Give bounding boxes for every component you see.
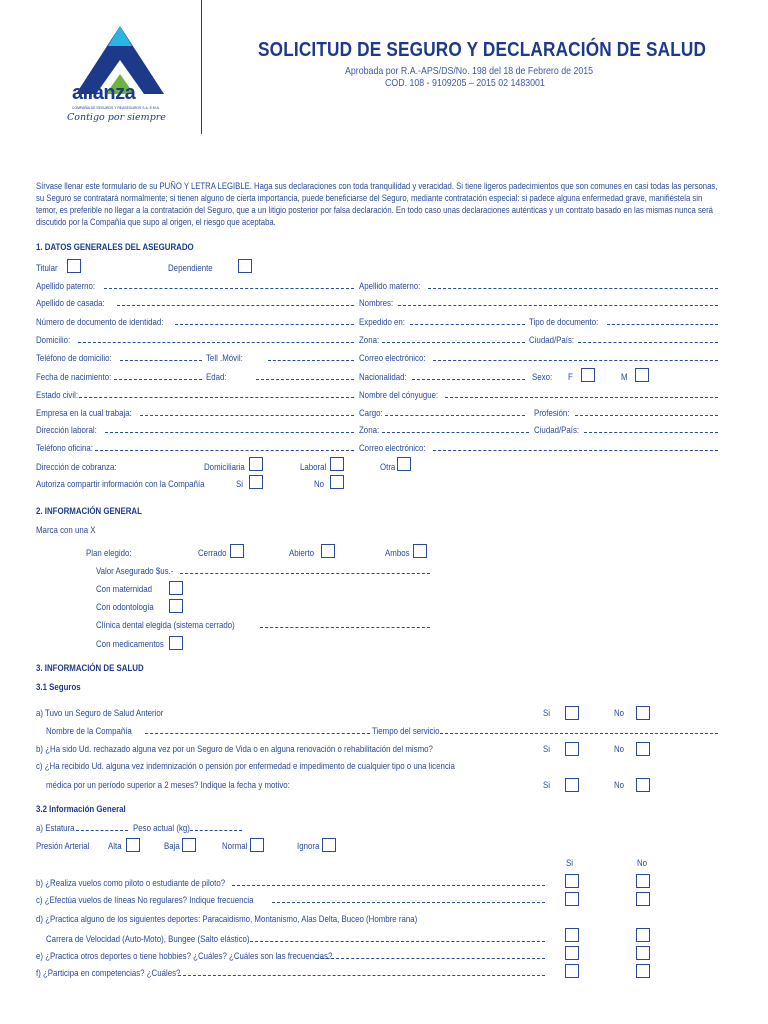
cargo-label: Cargo: <box>359 407 383 418</box>
qc-si-label: Si <box>543 779 551 790</box>
tipo-doc-field[interactable] <box>607 324 718 325</box>
estatura-field[interactable] <box>76 830 128 831</box>
qa-no-checkbox[interactable] <box>636 706 650 720</box>
autoriza-si-label: Si <box>236 478 244 489</box>
qb-si-checkbox[interactable] <box>565 742 579 756</box>
cargo-field[interactable] <box>385 415 525 416</box>
otra-checkbox[interactable] <box>397 457 411 471</box>
tiempo-servicio-label: Tiempo del servicio <box>372 725 440 736</box>
autoriza-no-label: No <box>314 478 325 489</box>
tiempo-servicio-field[interactable] <box>440 733 718 734</box>
baja-checkbox[interactable] <box>182 838 196 852</box>
q32e-field[interactable] <box>316 958 545 959</box>
alta-checkbox[interactable] <box>126 838 140 852</box>
apellido-casada-label: Apellido de casada: <box>36 297 105 308</box>
nacionalidad-field[interactable] <box>412 379 525 380</box>
tel-movil-label: Tell .Móvil: <box>206 352 243 363</box>
qc-line1: c) ¿Ha recibido Ud. alguna vez indemnización o pensión por enfermedad e impedimento de cualquier tipo o una licencia <box>36 760 455 771</box>
q32c-field[interactable] <box>272 902 545 903</box>
cerrado-label: Cerrado <box>198 547 227 558</box>
laboral-checkbox[interactable] <box>330 457 344 471</box>
plan-label: Plan elegido: <box>86 547 132 558</box>
qc-si-checkbox[interactable] <box>565 778 579 792</box>
empresa-label: Empresa en la cual trabaja: <box>36 407 132 418</box>
estado-civil-field[interactable] <box>79 397 354 398</box>
ignora-checkbox[interactable] <box>322 838 336 852</box>
odontologia-label: Con odontología <box>96 601 154 612</box>
apellido-paterno-label: Apellido paterno: <box>36 280 96 291</box>
zona-field[interactable] <box>382 342 525 343</box>
zona2-label: Zona: <box>359 424 380 435</box>
code-text: COD. 108 - 9109205 – 2015 02 1483001 <box>385 77 545 89</box>
sexo-f-label: F <box>568 371 573 382</box>
section1-title: 1. DATOS GENERALES DEL ASEGURADO <box>36 241 194 252</box>
correo-field[interactable] <box>433 360 718 361</box>
tel-domicilio-label: Teléfono de domicilio: <box>36 352 112 363</box>
abierto-checkbox[interactable] <box>321 544 335 558</box>
nacionalidad-label: Nacionalidad: <box>359 371 407 382</box>
tel-oficina-label: Teléfono oficina: <box>36 442 93 453</box>
autoriza-label: Autoriza compartir información con la Compañía <box>36 478 205 489</box>
q32d-no-checkbox[interactable] <box>636 928 650 942</box>
cerrado-checkbox[interactable] <box>230 544 244 558</box>
edad-label: Edad: <box>206 371 227 382</box>
q32d-field[interactable] <box>250 941 545 942</box>
q32b-label: b) ¿Realiza vuelos como piloto o estudiante de piloto? <box>36 877 226 888</box>
correo2-field[interactable] <box>433 450 718 451</box>
presion-label: Presión Arterial <box>36 840 90 851</box>
qb-label: b) ¿Ha sido Ud. rechazado alguna vez por un Seguro de Vida o en alguna renovación o rehabilitación del mismo? <box>36 743 433 754</box>
domicilio-label: Domicilio: <box>36 334 71 345</box>
q32b-field[interactable] <box>232 885 545 886</box>
peso-label: Peso actual (kg) <box>133 822 190 833</box>
normal-checkbox[interactable] <box>250 838 264 852</box>
maternidad-checkbox[interactable] <box>169 581 183 595</box>
nombres-label: Nombres: <box>359 297 394 308</box>
conyuge-field[interactable] <box>445 397 718 398</box>
dir-laboral-label: Dirección laboral: <box>36 424 97 435</box>
zona2-field[interactable] <box>382 432 529 433</box>
qb-si-label: Si <box>543 743 551 754</box>
autoriza-si-checkbox[interactable] <box>249 475 263 489</box>
nombre-compania-label: Nombre de la Compañía <box>46 725 132 736</box>
section32-title: 3.2 Información General <box>36 803 126 814</box>
normal-label: Normal <box>222 840 248 851</box>
clinica-field[interactable] <box>260 627 430 628</box>
q32f-no-checkbox[interactable] <box>636 964 650 978</box>
baja-label: Baja <box>164 840 180 851</box>
ambos-checkbox[interactable] <box>413 544 427 558</box>
edad-field[interactable] <box>256 379 354 380</box>
dependiente-label: Dependiente <box>168 262 213 273</box>
approval-text: Aprobada por R.A.-APS/DS/No. 198 del 18 de Febrero de 2015 <box>345 65 594 77</box>
apellido-materno-field[interactable] <box>428 288 718 289</box>
zona-label: Zona: <box>359 334 380 345</box>
profesion-field[interactable] <box>575 415 718 416</box>
num-doc-label: Número de documento de identidad: <box>36 316 164 327</box>
brand-slogan: Contigo por siempre <box>67 112 166 123</box>
medicamentos-checkbox[interactable] <box>169 636 183 650</box>
tipo-doc-label: Tipo de documento: <box>529 316 599 327</box>
qc-no-label: No <box>614 779 625 790</box>
company-logo <box>66 22 174 130</box>
ambos-label: Ambos <box>385 547 410 558</box>
num-doc-field[interactable] <box>175 324 354 325</box>
apellido-materno-label: Apellido materno: <box>359 280 421 291</box>
sexo-label: Sexo: <box>532 371 553 382</box>
autoriza-no-checkbox[interactable] <box>330 475 344 489</box>
qa-label: a) Tuvo un Seguro de Salud Anterior <box>36 707 164 718</box>
sexo-f-checkbox[interactable] <box>581 368 595 382</box>
intro-paragraph: Sírvase llenar este formulario de su PUÑO Y LETRA LEGIBLE. Haga sus declaraciones con toda tranquilidad y veracidad. Si tiene ligeros padecimientos que son comunes en casi todas las personas, su Seguro se contratará normalmente; si tienen alguno de cierta importancia, puede beneficiarse del Seguro, mediante contratación especial: si padece alguna enfermedad grave, manifiéstela sin temor, es preferible no llegar a la contratación del Seguro, que a un litigio posterior por falsa declaración. En todo caso unas declaraciones auténticas y un contrato basado en las mismas nunca será discutido por la Compañía que supo al origen, el riesgo que aceptaba. <box>36 181 718 227</box>
brand-name: alianza <box>72 82 136 104</box>
domiciliaria-label: Domiciliaria <box>204 461 245 472</box>
ciudad2-label: Ciudad/País: <box>534 424 580 435</box>
tel-movil-field[interactable] <box>268 360 354 361</box>
titular-checkbox[interactable] <box>67 259 81 273</box>
tel-oficina-field[interactable] <box>95 450 354 451</box>
estado-civil-label: Estado civil: <box>36 389 79 400</box>
valor-asegurado-field[interactable] <box>180 573 430 574</box>
nombres-field[interactable] <box>398 305 718 306</box>
alta-label: Alta <box>108 840 122 851</box>
qc-no-checkbox[interactable] <box>636 778 650 792</box>
marca-label: Marca con una X <box>36 524 96 535</box>
header-divider <box>201 0 202 134</box>
maternidad-label: Con maternidad <box>96 583 153 594</box>
q32f-field[interactable] <box>178 975 545 976</box>
expedido-field[interactable] <box>410 324 525 325</box>
apellido-casada-field[interactable] <box>117 305 354 306</box>
q32d-si-checkbox[interactable] <box>565 928 579 942</box>
valor-asegurado-label: Valor Asegurado $us.- <box>96 565 174 576</box>
correo2-label: Correo electrónico: <box>359 442 426 453</box>
qa-si-checkbox[interactable] <box>565 706 579 720</box>
fecha-nac-label: Fecha de nacimiento: <box>36 371 112 382</box>
fecha-nac-field[interactable] <box>114 379 202 380</box>
q32e-label: e) ¿Practica otros deportes o tiene hobbies? ¿Cuáles? ¿Cuáles son las frecuencias? <box>36 950 333 961</box>
section31-title: 3.1 Seguros <box>36 681 81 692</box>
page-title: SOLICITUD DE SEGURO Y DECLARACIÓN DE SALUD <box>258 39 707 61</box>
ciudad2-field[interactable] <box>584 432 718 433</box>
expedido-label: Expedido en: <box>359 316 405 327</box>
clinica-label: Clínica dental elegida (sistema cerrado) <box>96 619 235 630</box>
q32c-si-checkbox[interactable] <box>565 892 579 906</box>
qc-line2: médica por un período superior a 2 meses? Indique la fecha y motivo: <box>46 779 290 790</box>
section3-title: 3. INFORMACIÓN DE SALUD <box>36 662 144 673</box>
q32f-label: f) ¿Participa en competencias? ¿Cuáles? <box>36 967 181 978</box>
col-no-header: No <box>637 857 648 868</box>
ciudad-field[interactable] <box>578 342 718 343</box>
section2-title: 2. INFORMACIÓN GENERAL <box>36 505 142 516</box>
correo-label: Correo electrónico: <box>359 352 426 363</box>
q32e-si-checkbox[interactable] <box>565 946 579 960</box>
abierto-label: Abierto <box>289 547 314 558</box>
qa-no-label: No <box>614 707 625 718</box>
col-si-header: Si <box>566 857 574 868</box>
qb-no-checkbox[interactable] <box>636 742 650 756</box>
ciudad-label: Ciudad/País: <box>529 334 575 345</box>
titular-label: Titular <box>36 262 58 273</box>
dependiente-checkbox[interactable] <box>238 259 252 273</box>
medicamentos-label: Con medicamentos <box>96 638 164 649</box>
sexo-m-label: M <box>621 371 628 382</box>
q32d-line1: d) ¿Practica alguno de los siguientes deportes: Paracaidismo, Montanismo, Alas Delta, Buceo (Hombre rana) <box>36 913 418 924</box>
otra-label: Otra <box>380 461 396 472</box>
q32f-si-checkbox[interactable] <box>565 964 579 978</box>
apellido-paterno-field[interactable] <box>104 288 354 289</box>
conyuge-label: Nombre del cónyugue: <box>359 389 439 400</box>
q32c-no-checkbox[interactable] <box>636 892 650 906</box>
laboral-label: Laboral <box>300 461 327 472</box>
domicilio-field[interactable] <box>78 342 354 343</box>
nombre-compania-field[interactable] <box>145 733 370 734</box>
sexo-m-checkbox[interactable] <box>635 368 649 382</box>
empresa-field[interactable] <box>140 415 354 416</box>
peso-field[interactable] <box>190 830 242 831</box>
q32b-si-checkbox[interactable] <box>565 874 579 888</box>
odontologia-checkbox[interactable] <box>169 599 183 613</box>
q32c-label: c) ¿Efectúa vuelos de líneas No regulares? Indique frecuencia <box>36 894 254 905</box>
q32b-no-checkbox[interactable] <box>636 874 650 888</box>
q32e-no-checkbox[interactable] <box>636 946 650 960</box>
qa-si-label: Si <box>543 707 551 718</box>
profesion-label: Profesión: <box>534 407 570 418</box>
estatura-label: a) Estatura <box>36 822 75 833</box>
dir-laboral-field[interactable] <box>105 432 354 433</box>
ignora-label: Ignora <box>297 840 320 851</box>
tel-domicilio-field[interactable] <box>120 360 202 361</box>
brand-tagline: COMPAÑÍA DE SEGUROS Y REASEGUROS S.A. E.M.A. <box>72 105 160 110</box>
qb-no-label: No <box>614 743 625 754</box>
domiciliaria-checkbox[interactable] <box>249 457 263 471</box>
q32d-line2: Carrera de Velocidad (Auto-Moto), Bungee (Salto elástico). <box>46 933 252 944</box>
dir-cobranza-label: Dirección de cobranza: <box>36 461 117 472</box>
